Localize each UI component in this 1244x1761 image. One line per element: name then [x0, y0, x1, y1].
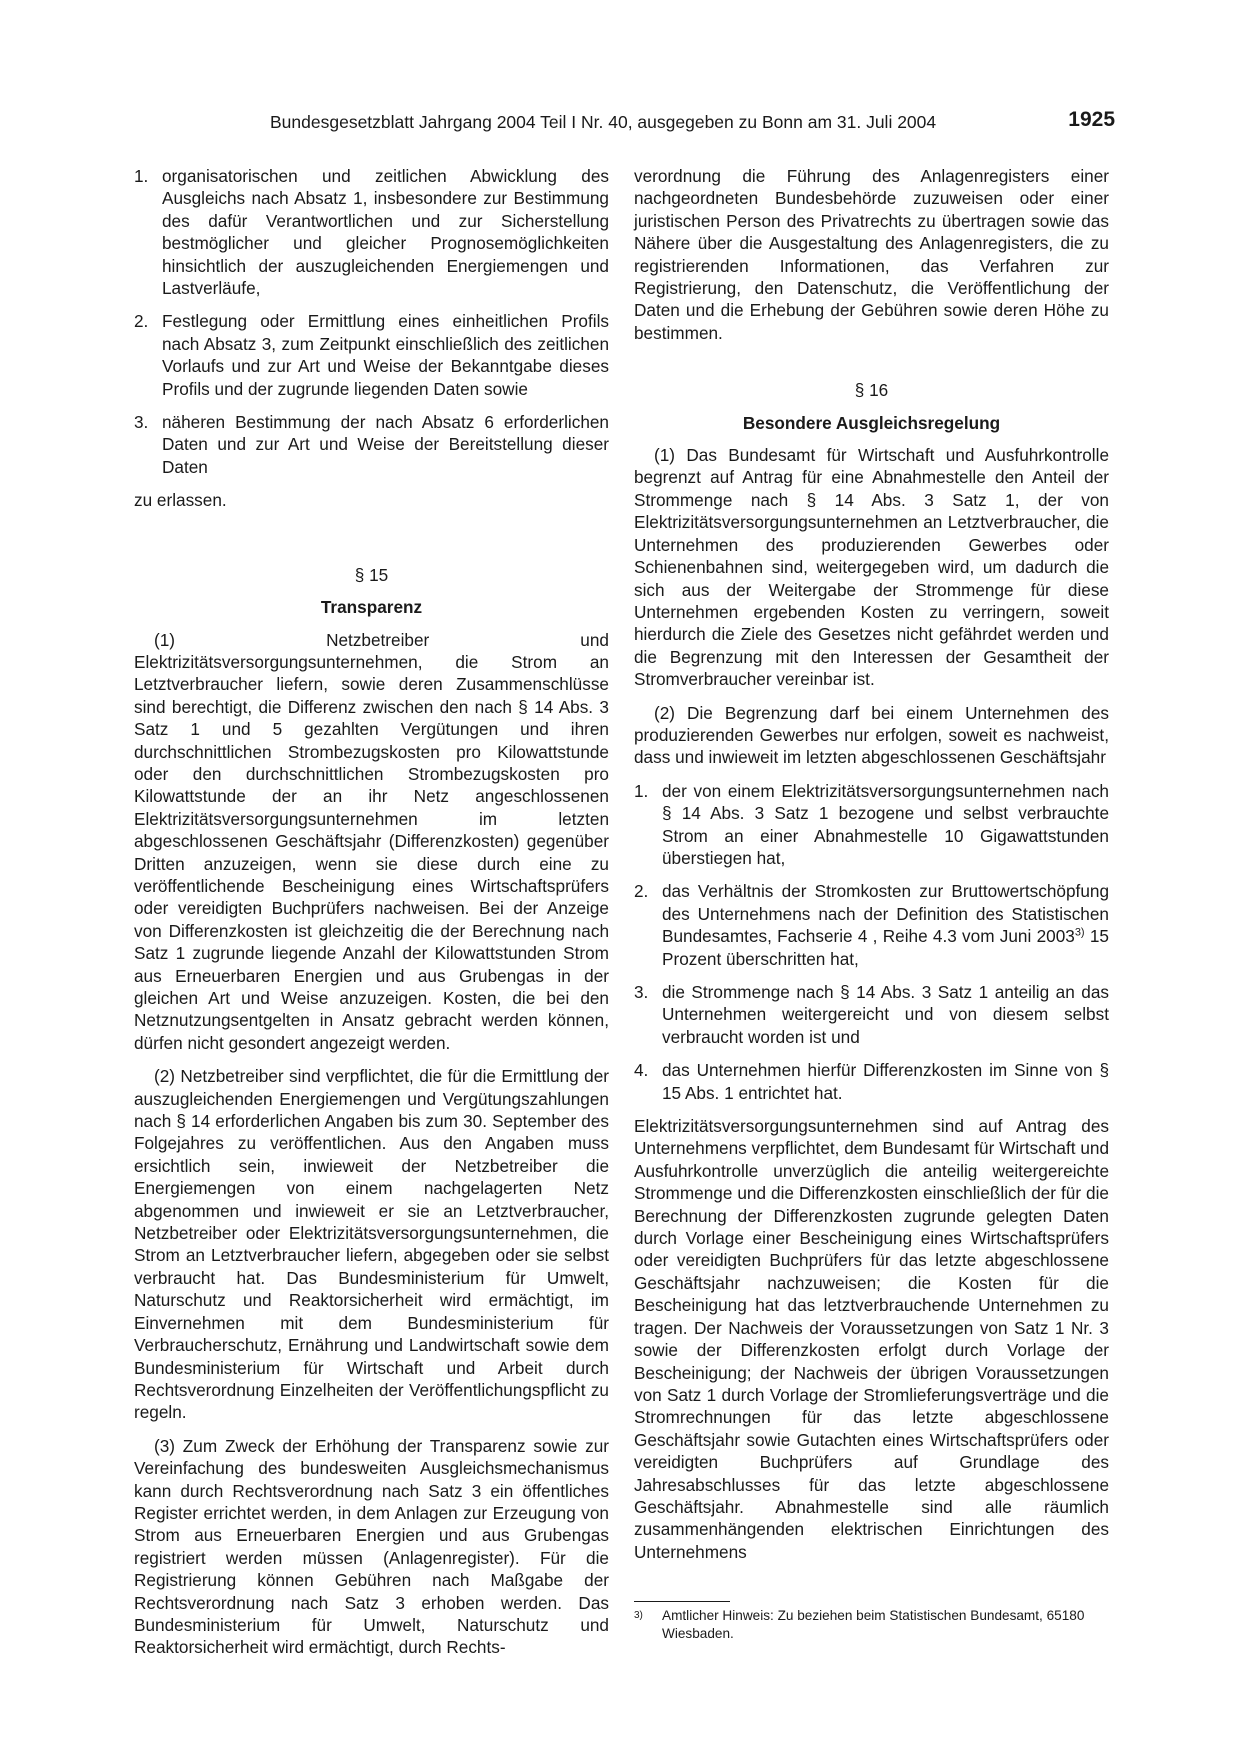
section-15-number: § 15 — [354, 564, 389, 585]
list-item — [134, 165, 609, 299]
footnote-mark: 3) — [634, 1610, 643, 1621]
list-item — [634, 880, 1109, 970]
list-item-text: organisatorischen und zeitlichen Abwicklung des Ausgleichs nach Absatz 1, insbesondere zur Bestimmung des dafür Verantwortlichen und zur Sicherstellung bestmöglicher und gleicher Prognosemöglichkeiten hinsichtlich der auszugleichenden Energiemengen und Lastverläufe, — [162, 166, 609, 299]
section-15-paragraph-3: (3) Zum Zweck der Erhöhung der Transparenz sowie zur Vereinfachung des bundesweiten Ausgleichsmechanismus kann durch Rechtsverordnung nach Satz 3 ein öffentliches Register errichtet werden, in dem Anlagen zur Erzeugung von Strom aus Erneuerbaren Energien und aus Grubengas registriert werden müssen (Anlagenregister). Für die Registrierung können Gebühren nach Maßgabe der Rechtsverordnung nach Satz 3 erhoben werden. Das Bundesministerium für Umwelt, Naturschutz und Reaktorsicherheit wird ermächtigt, durch Rechts- — [134, 1435, 609, 1658]
list-item-number: 1. — [634, 780, 649, 801]
section-16-title: Besondere Ausgleichsregelung — [742, 412, 1001, 433]
section-15-paragraph-2: (2) Netzbetreiber sind verpflichtet, die für die Ermittlung der auszugleichenden Energiemengen und Vergütungszahlungen nach § 14 erforderlichen Angaben bis zum 30. September des Folgejahres zu veröffentlichen. Aus den Angaben muss ersichtlich sein, inwieweit der Netzbetreiber die Energiemengen von einem nachgelagerten Netz abgenommen und inwieweit er sie an Letztverbraucher, Netzbetreiber oder Elektrizitätsversorgungsunternehmen, die Strom an Letztverbraucher liefern, abgegeben oder sie selbst verbraucht hat. Das Bundesministerium für Umwelt, Naturschutz und Reaktorsicherheit wird ermächtigt, im Einvernehmen mit dem Bundesministerium für Verbraucherschutz, Ernährung und Landwirtschaft sowie dem Bundesministerium für Wirtschaft und Arbeit durch Rechtsverordnung Einzelheiten der Veröffentlichungspflicht zu regeln. — [134, 1066, 609, 1423]
list-item-text: näheren Bestimmung der nach Absatz 6 erforderlichen Daten und zur Art und Weise der Bereitstellung dieser Daten — [162, 412, 609, 477]
section-16-paragraph-1: (1) Das Bundesamt für Wirtschaft und Ausfuhrkontrolle begrenzt auf Antrag für eine Abnahmestelle den Anteil der Strommenge nach § 14 Abs. 3 Satz 1, der von Elektrizitätsversorgungsunternehmen an Letztverbraucher, die Unternehmen des produzierenden Gewerbes oder Schienenbahnen sind, weitergegeben wird, um dadurch die sich aus der Weitergabe der Strommenge für diese Unternehmen ergebenden Kosten zu verringern, soweit hierdurch die Ziele des Gesetzes nicht gefährdet werden und die Begrenzung mit den Interessen der Gesamtheit der Stromverbraucher vereinbar ist. — [634, 445, 1109, 690]
list-item-text: das Unternehmen hierfür Differenzkosten im Sinne von § 15 Abs. 1 entrichtet hat. — [662, 1060, 1109, 1103]
section-15-paragraph-1: (1) Netzbetreiber und Elektrizitätsversorgungsunternehmen, die Strom an Letztverbraucher liefern, sowie deren Zusammenschlüsse sind berechtigt, die Differenz zwischen den nach § 14 Abs. 3 Satz 1 und 5 gezahlten Vergütungen und ihren durchschnittlichen Strombezugskosten pro Kilowattstunde oder den durchschnittlichen Strombezugskosten pro Kilowattstunde der an ihr Netz angeschlossenen Elektrizitätsversorgungsunternehmen im letzten abgeschlossenen Geschäftsjahr (Differenzkosten) gegenüber Dritten anzuzeigen, wenn sie diese durch eine zu veröffentlichende Bescheinigung eines Wirtschaftsprüfers oder vereidigten Buchprüfers nachweisen. Bei der Anzeige von Differenzkosten ist gleichzeitig die der Berechnung nach Satz 1 zugrunde liegende Anzahl der Kilowattstunden Strom aus Erneuerbaren Energien und aus Grubengas in der gleichen Art und Weise anzuzeigen. Kosten, die bei den Netznutzungsentgelten in Ansatz gebracht werden können, dürfen nicht gesondert angezeigt werden. — [134, 629, 609, 1053]
right-enumeration — [634, 780, 1109, 1104]
footnote-text: Amtlicher Hinweis: Zu beziehen beim Statistischen Bundesamt, 65180 Wiesbaden. — [662, 1608, 1085, 1641]
left-column — [134, 165, 609, 1670]
page-header — [270, 108, 1115, 138]
list-item — [134, 310, 609, 400]
footnote-reference: 3) — [1074, 926, 1085, 939]
section-15-title: Transparenz — [320, 597, 423, 618]
list-item-text: der von einem Elektrizitätsversorgungsunternehmen nach § 14 Abs. 3 Satz 1 bezogene und selbst verbrauchte Strom an einer Abnahmestelle 10 Gigawattstunden überstiegen hat, — [662, 780, 1109, 868]
list-item-number: 3. — [134, 412, 149, 433]
section-16-paragraph-3: Elektrizitätsversorgungsunternehmen sind auf Antrag des Unternehmens verpflichtet, dem Bundesamt für Wirtschaft und Ausfuhrkontrolle unverzüglich die anteilig weitergereichte Strommenge und die Differenzkosten einschließlich der für die Berechnung der Differenzkosten zugrunde gelegten Daten durch Vorlage einer Bescheinigung eines Wirtschaftsprüfers oder vereidigten Buchprüfers für das letzte abgeschlossene Geschäftsjahr nachzuweisen; die Kosten für die Bescheinigung hat das letztverbrauchende Unternehmen zu tragen. Der Nachweis der Voraussetzungen von Satz 1 Nr. 3 sowie der Differenzkosten erfolgt durch Vorlage der Bescheinigung; der Nachweis der übrigen Voraussetzungen von Satz 1 durch Vorlage der Stromlieferungsverträge und die Stromrechnungen für das letzte abgeschlossene Geschäftsjahr sowie Gutachten eines Wirtschaftsprüfers oder vereidigten Buchprüfers auf Grundlage des Jahresabschlusses für das letzte abgeschlossene Geschäftsjahr. Abnahmestelle sind alle räumlich zusammenhängenden elektrischen Einrichtungen des Unternehmens — [634, 1116, 1109, 1562]
list-item — [134, 411, 609, 478]
section-15-continuation: verordnung die Führung des Anlagenregisters einer nachgeordneten Bundesbehörde zuzuweisen oder einer juristischen Person des Privatrechts zu übertragen sowie das Nähere über die Ausgestaltung des Anlagenregisters, die zu registrierenden Informationen, das Verfahren zur Registrierung, den Datenschutz, die Veröffentlichung der Daten und die Erhebung der Gebühren sowie deren Höhe zu bestimmen. — [634, 166, 1109, 343]
list-item-text: die Strommenge nach § 14 Abs. 3 Satz 1 anteilig an das Unternehmen weitergereicht und von diesem selbst verbraucht worden ist und — [662, 982, 1109, 1047]
page-number: 1925 — [1068, 108, 1115, 131]
list-item — [634, 780, 1109, 870]
section-16-number: § 16 — [854, 380, 889, 401]
list-item-text: das Verhältnis der Stromkosten zur Bruttowertschöpfung des Unternehmens nach der Definition des Statistischen Bundesamtes, Fachserie 4 , Reihe 4.3 vom Juni 2003 — [662, 881, 1109, 947]
list-item-number: 3. — [634, 982, 649, 1002]
list-item — [634, 981, 1109, 1048]
list-item-number: 1. — [134, 166, 149, 186]
list-item-number: 4. — [634, 1060, 649, 1081]
section-16-paragraph-2: (2) Die Begrenzung darf bei einem Unternehmen des produzierenden Gewerbes nur erfolgen, soweit es nachweist, dass und inwieweit im letzten abgeschlossenen Geschäftsjahr — [634, 702, 1109, 768]
list-item-text: Festlegung oder Ermittlung eines einheitlichen Profils nach Absatz 3, zum Zeitpunkt einschließlich des zeitlichen Vorlaufs und zur Art und Weise der Bekanntgabe dieses Profils und der zugrunde liegenden Daten sowie — [162, 311, 609, 399]
list-item-number: 2. — [134, 311, 149, 332]
list-item-number: 2. — [634, 881, 649, 902]
footnote — [634, 1607, 1109, 1643]
header-title: Bundesgesetzblatt Jahrgang 2004 Teil I Nr. 40, ausgegeben zu Bonn am 31. Juli 2004 — [270, 112, 937, 132]
list-item-text-continued: 15 Prozent überschritten hat, — [662, 926, 1109, 969]
list-item — [634, 1059, 1109, 1104]
left-enumeration — [134, 165, 609, 478]
closing-text: zu erlassen. — [134, 490, 227, 511]
footnote-divider — [634, 1601, 730, 1602]
right-column — [634, 165, 1109, 1574]
